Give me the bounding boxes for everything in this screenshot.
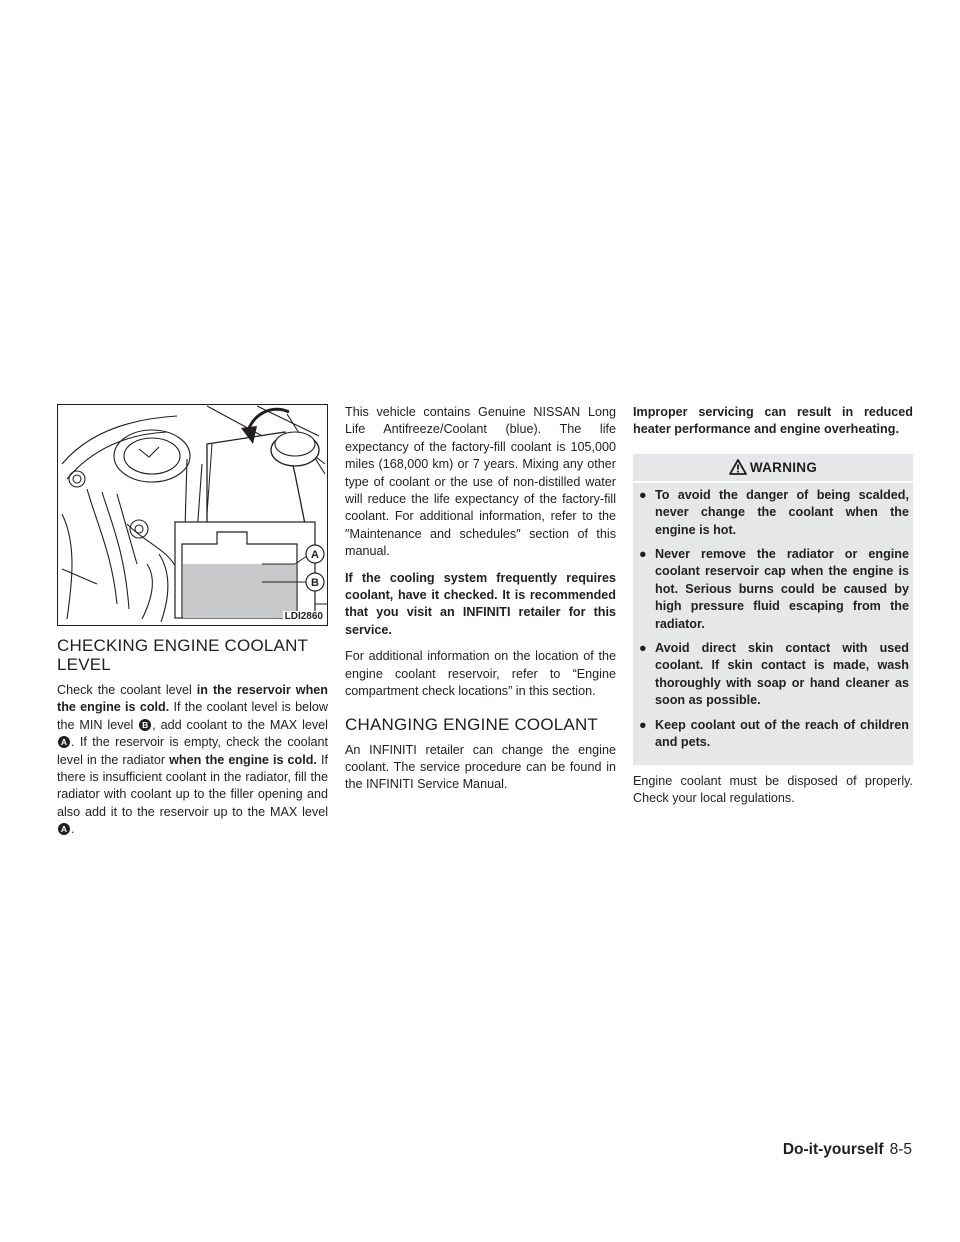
disposal-paragraph: Engine coolant must be disposed of properly. Check your local regulations. <box>633 773 913 805</box>
callout-b: B <box>311 577 319 589</box>
ref-a-badge: A <box>58 736 70 748</box>
warning-triangle-icon <box>729 459 747 475</box>
warning-item: ● To avoid the danger of being scalded, never change the coolant when the engine is hot. <box>639 487 909 537</box>
column-2 <box>345 404 616 803</box>
warning-list <box>637 487 909 752</box>
ref-a-badge: A <box>58 823 70 835</box>
heading-changing-coolant: CHANGING ENGINE COOLANT <box>345 714 599 734</box>
bullet-icon: ● <box>639 487 647 502</box>
warning-box <box>633 483 913 765</box>
bullet-icon: ● <box>639 717 647 732</box>
heading-checking-coolant: CHECKING ENGINE COOLANT LEVEL <box>57 636 308 674</box>
checking-paragraph: Check the coolant level in the reservoir when the engine is cold. If the coolant level is below the MIN level B , add coolant to the MAX level A . If the reservoir is empty, check the coolant level in the radiator when the engine is cold. If there is insufficient coolant in the radiator, fill the radiator with coolant up to the filler opening and also add it to the reservoir up to the MAX level A . <box>57 683 328 837</box>
coolant-reservoir-illustration <box>57 404 328 626</box>
page-number: 8-5 <box>889 1141 912 1158</box>
bullet-icon: ● <box>639 641 647 656</box>
retailer-recommendation: If the cooling system frequently requires coolant, have it checked. It is recommended that you visit an INFINITI retailer for this service. <box>345 570 616 637</box>
warning-header <box>633 454 913 481</box>
warning-item: ● Avoid direct skin contact with used coolant. If skin contact is made, wash thoroughly with soap or hand cleaner as soon as possible. <box>639 641 909 708</box>
warning-item: ● Never remove the radiator or engine coolant reservoir cap when the engine is hot. Serious burns could be caused by high pressure fluid escaping from the radiator. <box>639 547 909 631</box>
improper-servicing-note: Improper servicing can result in reduced heater performance and engine overheating. <box>633 405 913 437</box>
engine-bay-drawing <box>57 404 328 626</box>
ref-b-badge: B <box>139 719 151 731</box>
footer-section: Do-it-yourself <box>782 1141 884 1158</box>
column-1 <box>57 404 328 848</box>
page-footer <box>783 1141 912 1159</box>
figure-code: LDI2860 <box>284 611 323 622</box>
reservoir-location-paragraph: For additional information on the location of the engine coolant reservoir, refer to “Engine compartment check locations” in this section. <box>345 649 616 699</box>
column-3 <box>633 404 913 816</box>
bullet-icon: ● <box>639 547 647 562</box>
warning-item: ● Keep coolant out of the reach of children and pets. <box>639 717 909 750</box>
warning-title: WARNING <box>749 459 818 475</box>
coolant-info-paragraph: This vehicle contains Genuine NISSAN Long Life Antifreeze/Coolant (blue). The life expectancy of the factory-fill coolant is 105,000 miles (168,000 km) or 7 years. Mixing any other type of coolant or the use of non-distilled water will reduce the life expectancy of the factory-fill coolant. For additional information, refer to the ″Maintenance and schedules″ section of this manual. <box>345 405 616 559</box>
callout-a: A <box>311 549 319 561</box>
changing-paragraph: An INFINITI retailer can change the engine coolant. The service procedure can be found in the INFINITI Service Manual. <box>345 742 616 792</box>
